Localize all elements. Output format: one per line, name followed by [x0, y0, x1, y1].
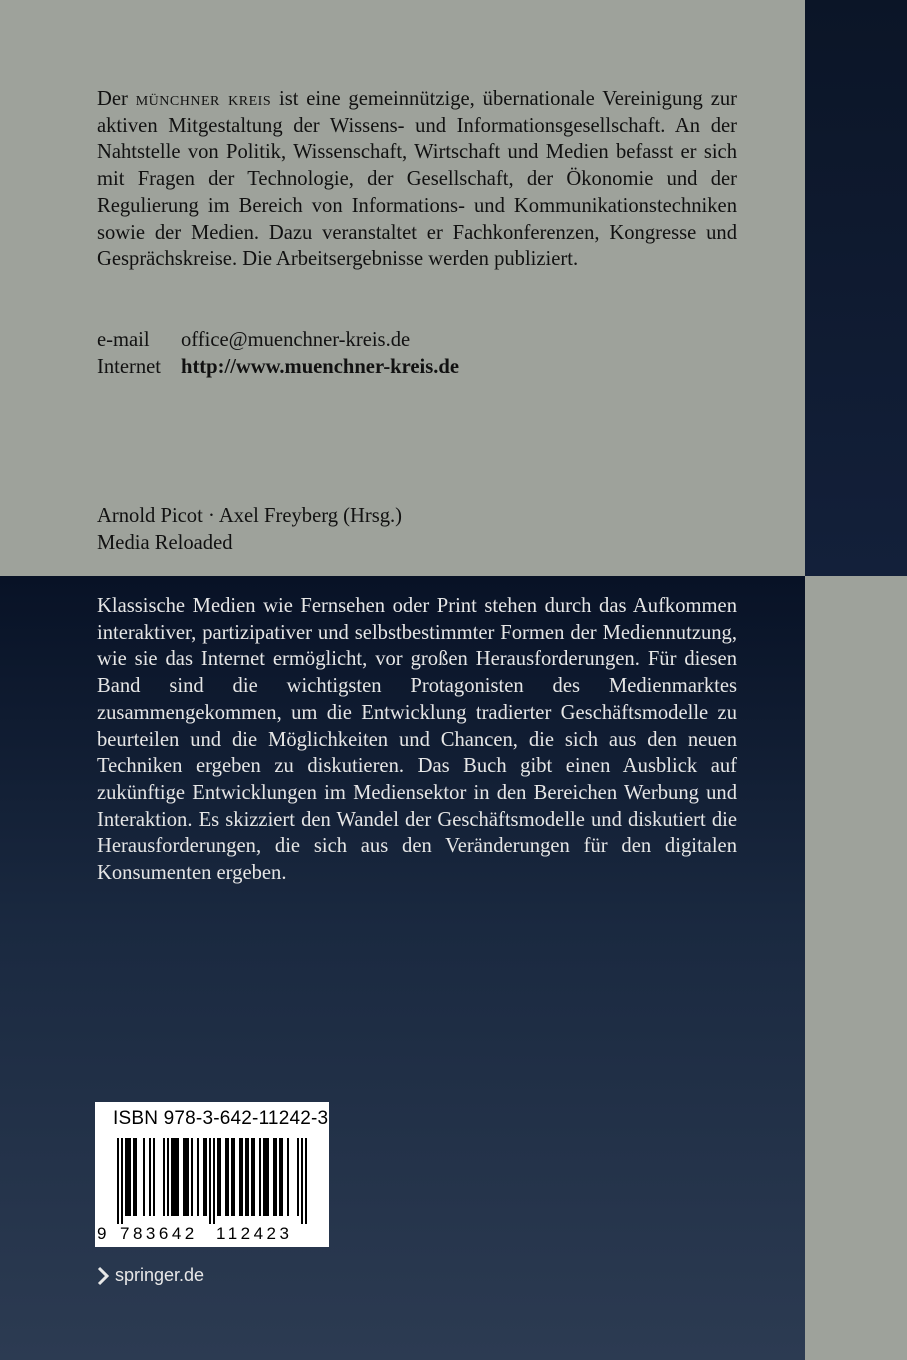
barcode-bar	[209, 1138, 211, 1224]
barcode-bar	[185, 1138, 187, 1216]
publisher-url: springer.de	[115, 1265, 205, 1285]
barcode-bar	[149, 1138, 151, 1216]
barcode-bar	[133, 1138, 135, 1216]
publisher-link[interactable]	[97, 1265, 204, 1286]
book-credits	[97, 503, 402, 556]
barcode-bar	[239, 1138, 241, 1216]
barcode-bar	[263, 1138, 265, 1216]
book-title: Media Reloaded	[97, 531, 233, 554]
barcode-bar	[247, 1138, 249, 1216]
barcode-bar	[163, 1138, 165, 1216]
barcode-bar	[227, 1138, 229, 1216]
isbn-label: ISBN 978-3-642-11242-3	[113, 1108, 329, 1129]
barcode-bar	[129, 1138, 131, 1216]
barcode-bar	[121, 1138, 123, 1224]
right-strip-gray	[805, 576, 907, 1360]
website-link[interactable]: http://www.muenchner-kreis.de	[181, 355, 460, 378]
intro-paragraph: Der münchner kreis ist eine gemeinnützige, übernationale Vereinigung zur aktiven Mitgestaltung der Wissens- und Informationsgesellschaft. An der Nahtstelle von Politik, Wissenschaft, Wirtschaft und Medien befasst er sich mit Fragen der Technologie, der Gesellschaft, der Ökonomie und der Regulierung im Bereich von Informations- und Kommunikationstechniken sowie der Medien. Dazu veranstaltet er Fachkonferenzen, Kongresse und Gesprächskreise. Die Arbeitsergebnisse werden publiziert.	[97, 88, 737, 271]
barcode-bar	[279, 1138, 281, 1216]
barcode-bar	[251, 1138, 253, 1216]
barcode-bar	[143, 1138, 145, 1216]
barcode-bar	[177, 1138, 179, 1216]
barcode-bar	[203, 1138, 205, 1216]
contact-block	[97, 327, 459, 380]
organization-name: münchner kreis	[135, 88, 272, 110]
barcode-bar	[241, 1138, 243, 1216]
barcode-bar	[135, 1138, 137, 1216]
barcode-digit-first: 9	[97, 1224, 107, 1243]
barcode-bar	[287, 1138, 289, 1216]
barcode-bar	[301, 1138, 303, 1224]
email-link[interactable]: office@muenchner-kreis.de	[181, 329, 411, 351]
right-strip-dark	[805, 0, 907, 576]
barcode-bar	[259, 1138, 261, 1216]
barcode-bar	[197, 1138, 199, 1216]
barcode-bar	[273, 1138, 275, 1216]
barcode-bar	[167, 1138, 169, 1216]
barcode-bar	[305, 1138, 307, 1224]
barcode-digits-right: 112423	[216, 1224, 293, 1243]
barcode-bar	[173, 1138, 175, 1216]
barcode-bar	[187, 1138, 189, 1216]
barcode-bar	[281, 1138, 283, 1216]
blurb-paragraph: Klassische Medien wie Fernsehen oder Print stehen durch das Aufkommen interaktiver, partizipativer und selbstbestimmter Formen der Mediennutzung, wie sie das Internet ermöglicht, vor großen Herausforderungen. Für diesen Band sind die wichtigsten Protagonisten des Medienmarktes zusammengekommen, um die Entwicklung tradierter Geschäftsmodelle zu beurteilen und die Möglichkeiten und Chancen, die sich aus den neuen Techniken ergeben zu diskutieren. Das Buch gibt einen Ausblick auf zukünftige Entwicklungen im Mediensektor in den Bereichen Werbung und Interaktion. Es skizziert den Wandel der Geschäftsmodelle und diskutiert die Herausforderungen, die sich aus den Veränderungen für den digitalen Konsumenten ergeben.	[97, 595, 737, 885]
internet-label: Internet	[97, 355, 162, 378]
barcode-bar	[233, 1138, 235, 1216]
barcode-bar	[265, 1138, 267, 1216]
barcode-bar	[245, 1138, 247, 1216]
barcode-bar	[217, 1138, 219, 1216]
book-authors: Arnold Picot · Axel Freyberg (Hrsg.)	[97, 505, 403, 527]
barcode-bar	[297, 1138, 299, 1216]
barcode-bar	[275, 1138, 277, 1216]
chevron-right-icon	[97, 1266, 109, 1286]
barcode-bar	[205, 1138, 207, 1216]
barcode-bar	[153, 1138, 155, 1216]
barcode-bar	[191, 1138, 193, 1216]
barcode-bar	[225, 1138, 227, 1216]
barcode-bar	[231, 1138, 233, 1216]
barcode-bar	[175, 1138, 177, 1216]
barcode-bar	[219, 1138, 221, 1216]
barcode-bar	[183, 1138, 185, 1216]
barcode-bar	[213, 1138, 215, 1224]
barcode-bar	[267, 1138, 269, 1216]
barcode	[107, 1138, 317, 1224]
barcode-bar	[171, 1138, 173, 1216]
email-label: e-mail	[97, 329, 150, 351]
barcode-bar	[253, 1138, 255, 1216]
barcode-bar	[125, 1138, 127, 1216]
isbn-barcode-box	[95, 1102, 329, 1247]
barcode-bar	[117, 1138, 119, 1224]
barcode-digits-left: 783642	[120, 1224, 198, 1243]
barcode-bar	[127, 1138, 129, 1216]
